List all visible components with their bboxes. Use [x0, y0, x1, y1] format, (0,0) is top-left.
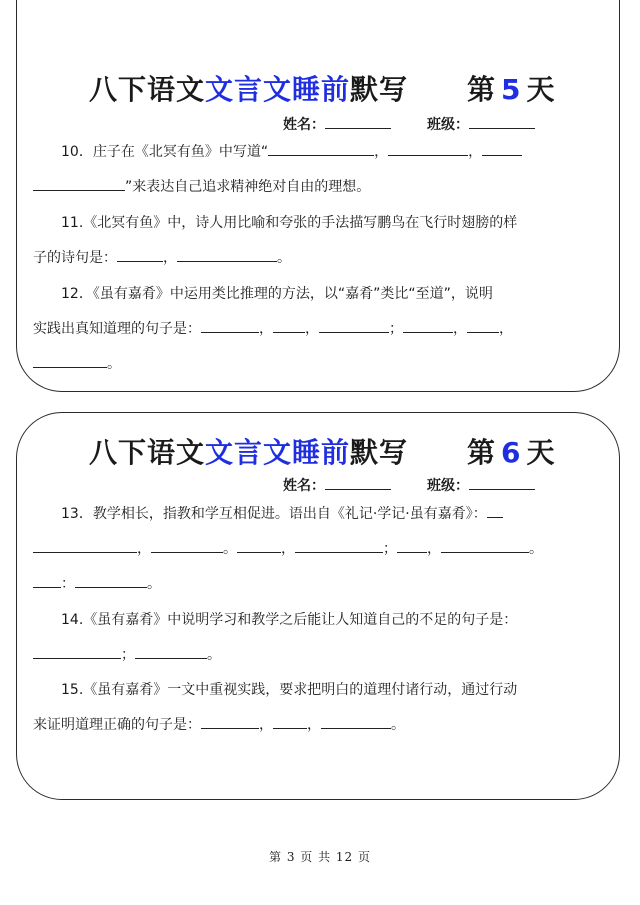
- question-12: [33, 277, 581, 382]
- answer-blank[interactable]: [441, 538, 529, 553]
- title-highlight: 文言文睡前: [205, 73, 351, 106]
- day6-info-row: [17, 475, 619, 497]
- day-number: 5: [501, 73, 521, 106]
- day-number: 6: [501, 436, 521, 469]
- q15-line2: [33, 708, 581, 743]
- question-13: [61, 497, 581, 602]
- title-prefix: 八下语文: [89, 436, 206, 469]
- day5-info-row: [17, 114, 619, 136]
- q13-line3: [33, 567, 581, 602]
- day-prefix: 第: [467, 436, 496, 469]
- answer-blank[interactable]: [33, 176, 125, 191]
- semicolon: ；: [383, 541, 397, 557]
- q12-line1: 12．《虽有嘉肴》中运用类比推理的方法，以“嘉肴”类比“至道”，说明: [61, 286, 493, 302]
- name-field[interactable]: [283, 114, 391, 134]
- class-label: 班级：: [427, 478, 469, 494]
- q10-line1: [61, 135, 581, 170]
- answer-blank[interactable]: [403, 318, 453, 333]
- q13-line2: [33, 532, 581, 567]
- day-prefix: 第: [467, 73, 496, 106]
- answer-blank[interactable]: [487, 503, 503, 518]
- question-11: [33, 206, 581, 276]
- comma: ，: [427, 541, 441, 557]
- comma: ，: [137, 541, 151, 557]
- q11-line2: [33, 241, 581, 276]
- answer-blank[interactable]: [177, 247, 277, 262]
- class-field[interactable]: [427, 114, 535, 134]
- answer-blank[interactable]: [201, 318, 259, 333]
- answer-blank[interactable]: [75, 573, 147, 588]
- q12-text: 实践出真知道理的句子是：: [33, 321, 201, 337]
- title-highlight: 文言文睡前: [205, 436, 351, 469]
- question-15: [33, 673, 581, 743]
- answer-blank[interactable]: [273, 318, 305, 333]
- question-14: [61, 603, 581, 673]
- title-suffix: 默写: [350, 436, 409, 469]
- day5-title: [89, 68, 408, 108]
- period: 。: [107, 356, 121, 372]
- class-label: 班级：: [427, 117, 469, 133]
- day5-header: [17, 68, 619, 108]
- question-10: [61, 135, 581, 205]
- answer-blank[interactable]: [33, 573, 61, 588]
- answer-blank[interactable]: [397, 538, 427, 553]
- answer-blank[interactable]: [135, 644, 207, 659]
- period: 。: [223, 541, 237, 557]
- q11-text: 子的诗句是：: [33, 250, 117, 266]
- day-suffix: 天: [526, 73, 555, 106]
- day5-label: [467, 68, 555, 108]
- q10-text: 10．庄子在《北冥有鱼》中写道“: [61, 144, 269, 160]
- answer-blank[interactable]: [295, 538, 383, 553]
- name-label: 姓名：: [283, 117, 325, 133]
- class-field[interactable]: [427, 475, 535, 495]
- page-footer: 第 3 页 共 12 页: [269, 850, 371, 864]
- comma: ，: [468, 144, 483, 160]
- answer-blank[interactable]: [273, 714, 307, 729]
- comma: ，: [453, 321, 467, 337]
- answer-blank[interactable]: [117, 247, 163, 262]
- q13-text: 13．教学相长，指教和学互相促进。语出自《礼记·学记·虽有嘉肴》：: [61, 506, 487, 522]
- answer-blank[interactable]: [388, 141, 468, 156]
- semicolon: ；: [389, 321, 403, 337]
- comma: ，: [259, 321, 273, 337]
- day6-label: [467, 431, 555, 471]
- q11-line1: 11.《北冥有鱼》中，诗人用比喻和夸张的手法描写鹏鸟在飞行时翅膀的样: [61, 215, 518, 231]
- class-blank[interactable]: [469, 475, 535, 490]
- answer-blank[interactable]: [33, 644, 121, 659]
- comma: ，: [305, 321, 319, 337]
- answer-blank[interactable]: [321, 714, 391, 729]
- name-field[interactable]: [283, 475, 391, 495]
- q12-line2: [33, 312, 581, 347]
- period: 。: [277, 250, 291, 266]
- answer-blank[interactable]: [201, 714, 259, 729]
- day-suffix: 天: [526, 436, 555, 469]
- comma: ，: [163, 250, 177, 266]
- comma: ，: [259, 717, 273, 733]
- period: 。: [529, 541, 543, 557]
- class-blank[interactable]: [469, 114, 535, 129]
- day6-header: [17, 431, 619, 471]
- title-suffix: 默写: [350, 73, 409, 106]
- answer-blank[interactable]: [319, 318, 389, 333]
- comma: ，: [281, 541, 295, 557]
- answer-blank[interactable]: [33, 353, 107, 368]
- name-blank[interactable]: [325, 114, 391, 129]
- comma: ，: [374, 144, 389, 160]
- answer-blank[interactable]: [268, 141, 374, 156]
- period: 。: [391, 717, 405, 733]
- q15-line1: 15.《虽有嘉肴》一文中重视实践，要求把明白的道理付诸行动，通过行动: [61, 682, 518, 698]
- answer-blank[interactable]: [467, 318, 499, 333]
- q10-line2: [33, 170, 581, 205]
- answer-blank[interactable]: [482, 141, 522, 156]
- day6-card: [16, 412, 620, 800]
- comma: ，: [307, 717, 321, 733]
- answer-blank[interactable]: [33, 538, 137, 553]
- q14-line1: 14.《虽有嘉肴》中说明学习和教学之后能让人知道自己的不足的句子是：: [61, 612, 518, 628]
- day6-title: [89, 431, 408, 471]
- name-blank[interactable]: [325, 475, 391, 490]
- answer-blank[interactable]: [237, 538, 281, 553]
- period: 。: [147, 576, 161, 592]
- answer-blank[interactable]: [151, 538, 223, 553]
- q13-line1: [61, 497, 581, 532]
- title-prefix: 八下语文: [89, 73, 206, 106]
- period: 。: [207, 647, 221, 663]
- q10-text-end: ”来表达自己追求精神绝对自由的理想。: [125, 179, 371, 195]
- semicolon: ；: [121, 647, 135, 663]
- name-label: 姓名：: [283, 478, 325, 494]
- q15-text: 来证明道理正确的句子是：: [33, 717, 201, 733]
- q14-line2: [33, 638, 581, 673]
- colon: ：: [61, 576, 75, 592]
- day5-card: [16, 0, 620, 392]
- comma: ，: [499, 321, 513, 337]
- q12-line3: [33, 347, 581, 382]
